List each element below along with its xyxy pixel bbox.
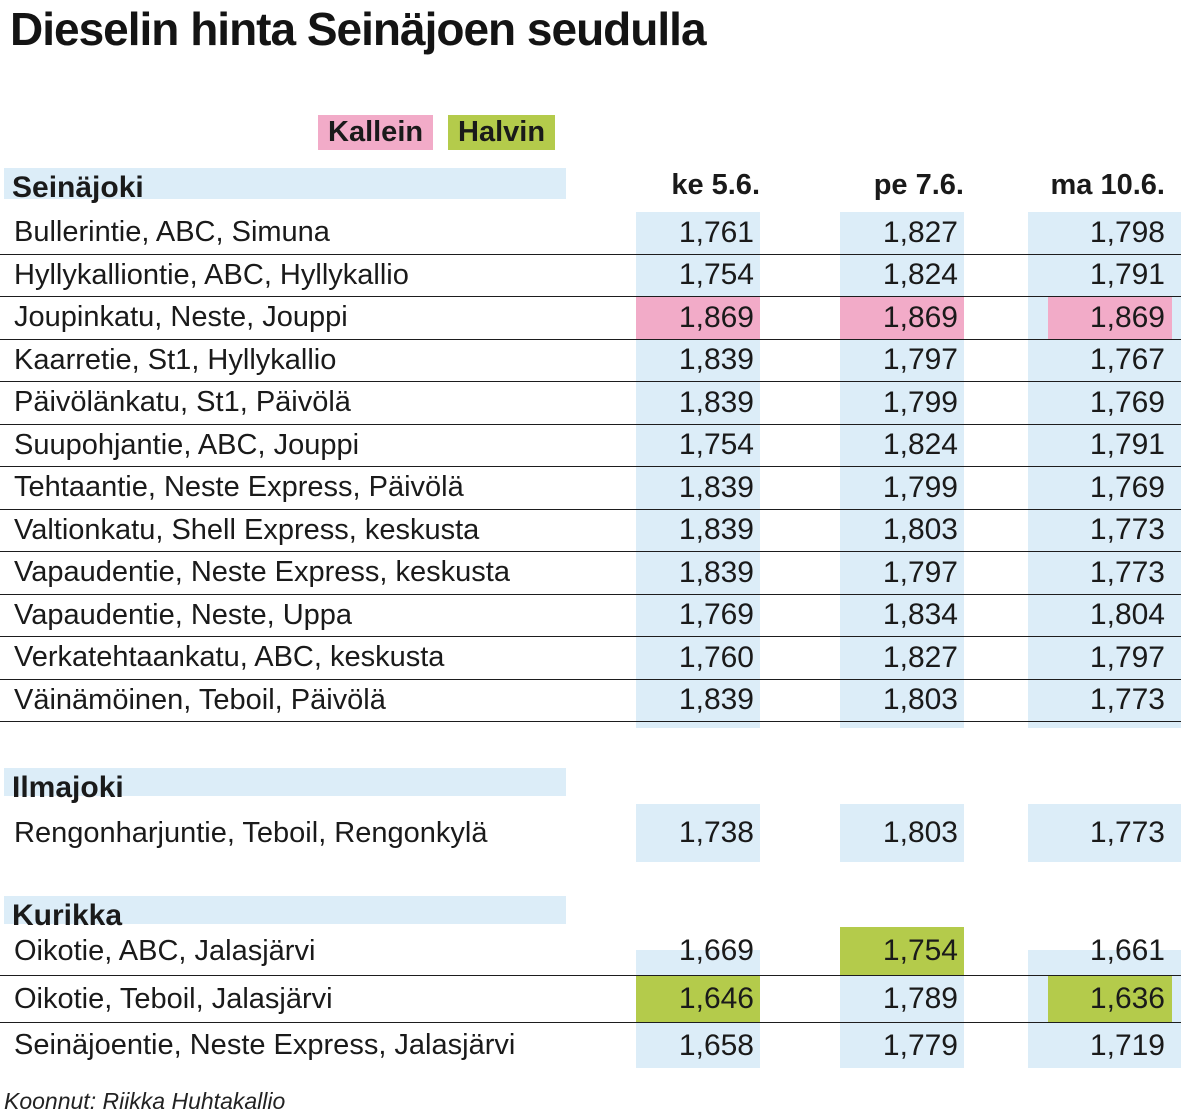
price-cell: 1,791 — [1089, 258, 1165, 292]
price-cell: 1,834 — [882, 598, 958, 632]
station-name: Bullerintie, ABC, Simuna — [14, 216, 330, 249]
table-row — [0, 1023, 1181, 1068]
price-cell: 1,839 — [678, 513, 754, 547]
column-header-ma: ma 10.6. — [1050, 169, 1165, 201]
price-cell: 1,839 — [678, 555, 754, 589]
price-cell: 1,754 — [678, 258, 754, 292]
section-header-kurikka — [4, 896, 566, 932]
table-row — [0, 510, 1181, 553]
price-cell: 1,754 — [678, 428, 754, 462]
station-name: Väinämöinen, Teboil, Päivölä — [14, 683, 386, 716]
price-cell: 1,773 — [1089, 513, 1165, 547]
table-row-most-expensive — [0, 297, 1181, 340]
price-cell-highlight-max: 1,869 — [840, 297, 964, 339]
price-cell: 1,669 — [678, 934, 754, 967]
price-cell: 1,839 — [678, 470, 754, 504]
station-name: Tehtaantie, Neste Express, Päivölä — [14, 471, 464, 504]
price-cell: 1,797 — [1089, 640, 1165, 674]
table-row — [0, 976, 1181, 1023]
price-cell: 1,804 — [1089, 598, 1165, 632]
price-cell: 1,791 — [1089, 428, 1165, 462]
section-header-seinajoki — [4, 168, 566, 204]
price-cell: 1,827 — [882, 215, 958, 249]
station-name: Hyllykalliontie, ABC, Hyllykallio — [14, 258, 409, 291]
table-row — [0, 927, 1181, 976]
price-cell: 1,779 — [882, 1028, 958, 1062]
price-cell-highlight-min: 1,636 — [1048, 976, 1172, 1022]
kurikka-rows — [0, 927, 1181, 1068]
column-header-pe: pe 7.6. — [873, 169, 964, 201]
price-cell: 1,773 — [1089, 683, 1165, 717]
footer-credit: Koonnut: Riikka Huhtakallio — [4, 1088, 286, 1114]
price-cell: 1,797 — [882, 555, 958, 589]
station-name: Verkatehtaankatu, ABC, keskusta — [14, 641, 445, 674]
table-row — [0, 552, 1181, 595]
price-cell: 1,773 — [1089, 555, 1165, 589]
page-title: Dieselin hinta Seinäjoen seudulla — [10, 3, 706, 55]
price-cell: 1,798 — [1089, 215, 1165, 249]
table-row — [0, 595, 1181, 638]
legend-halvin-chip: Halvin — [448, 115, 555, 150]
table-row — [0, 212, 1181, 255]
station-name: Vapaudentie, Neste Express, keskusta — [14, 556, 510, 589]
price-cell: 1,767 — [1089, 343, 1165, 377]
section-header-ilmajoki — [4, 768, 566, 804]
price-cell: 1,769 — [678, 598, 754, 632]
price-cell-highlight-min: 1,754 — [840, 927, 964, 975]
price-cell: 1,827 — [882, 640, 958, 674]
column-header-ke: ke 5.6. — [671, 169, 760, 201]
price-cell: 1,761 — [678, 215, 754, 249]
price-cell: 1,799 — [882, 385, 958, 419]
station-name: Rengonharjuntie, Teboil, Rengonkylä — [14, 816, 488, 849]
price-cell: 1,803 — [840, 804, 964, 862]
price-cell-highlight-min: 1,646 — [636, 976, 760, 1022]
table-row — [0, 637, 1181, 680]
price-cell: 1,799 — [882, 470, 958, 504]
table-row — [0, 804, 1181, 862]
section-title: Ilmajoki — [12, 771, 124, 804]
table-row — [0, 680, 1181, 723]
seinajoki-rows — [0, 212, 1181, 722]
section-title: Kurikka — [12, 899, 123, 932]
legend-kallein-chip: Kallein — [318, 115, 433, 150]
station-name: Valtionkatu, Shell Express, keskusta — [14, 513, 480, 546]
station-name: Päivölänkatu, St1, Päivölä — [14, 386, 351, 419]
price-cell: 1,789 — [882, 982, 958, 1015]
price-cell: 1,661 — [1089, 934, 1165, 967]
price-cell-highlight-max: 1,869 — [1048, 297, 1172, 339]
station-name: Suupohjantie, ABC, Jouppi — [14, 428, 360, 461]
station-name: Seinäjoentie, Neste Express, Jalasjärvi — [14, 1029, 516, 1061]
price-cell: 1,839 — [678, 343, 754, 377]
price-cell-highlight-max: 1,869 — [636, 297, 760, 339]
section-title: Seinäjoki — [12, 171, 144, 204]
station-name: Joupinkatu, Neste, Jouppi — [14, 301, 348, 334]
price-cell: 1,738 — [636, 804, 760, 862]
price-cell: 1,824 — [882, 428, 958, 462]
station-name: Kaarretie, St1, Hyllykallio — [14, 343, 337, 376]
table-row — [0, 382, 1181, 425]
table-row — [0, 467, 1181, 510]
price-cell: 1,760 — [678, 640, 754, 674]
price-cell: 1,803 — [882, 513, 958, 547]
price-cell: 1,658 — [678, 1028, 754, 1062]
table-row — [0, 425, 1181, 468]
price-cell: 1,839 — [678, 385, 754, 419]
price-cell: 1,797 — [882, 343, 958, 377]
table-row — [0, 340, 1181, 383]
price-cell: 1,803 — [882, 683, 958, 717]
station-name: Oikotie, Teboil, Jalasjärvi — [14, 982, 333, 1015]
station-name: Oikotie, ABC, Jalasjärvi — [14, 934, 316, 967]
price-cell: 1,719 — [1089, 1028, 1165, 1062]
price-cell: 1,824 — [882, 258, 958, 292]
price-cell: 1,839 — [678, 683, 754, 717]
station-name: Vapaudentie, Neste, Uppa — [14, 598, 353, 631]
price-cell: 1,769 — [1089, 470, 1165, 504]
price-cell: 1,769 — [1089, 385, 1165, 419]
table-row — [0, 255, 1181, 298]
price-cell: 1,773 — [1028, 804, 1181, 862]
